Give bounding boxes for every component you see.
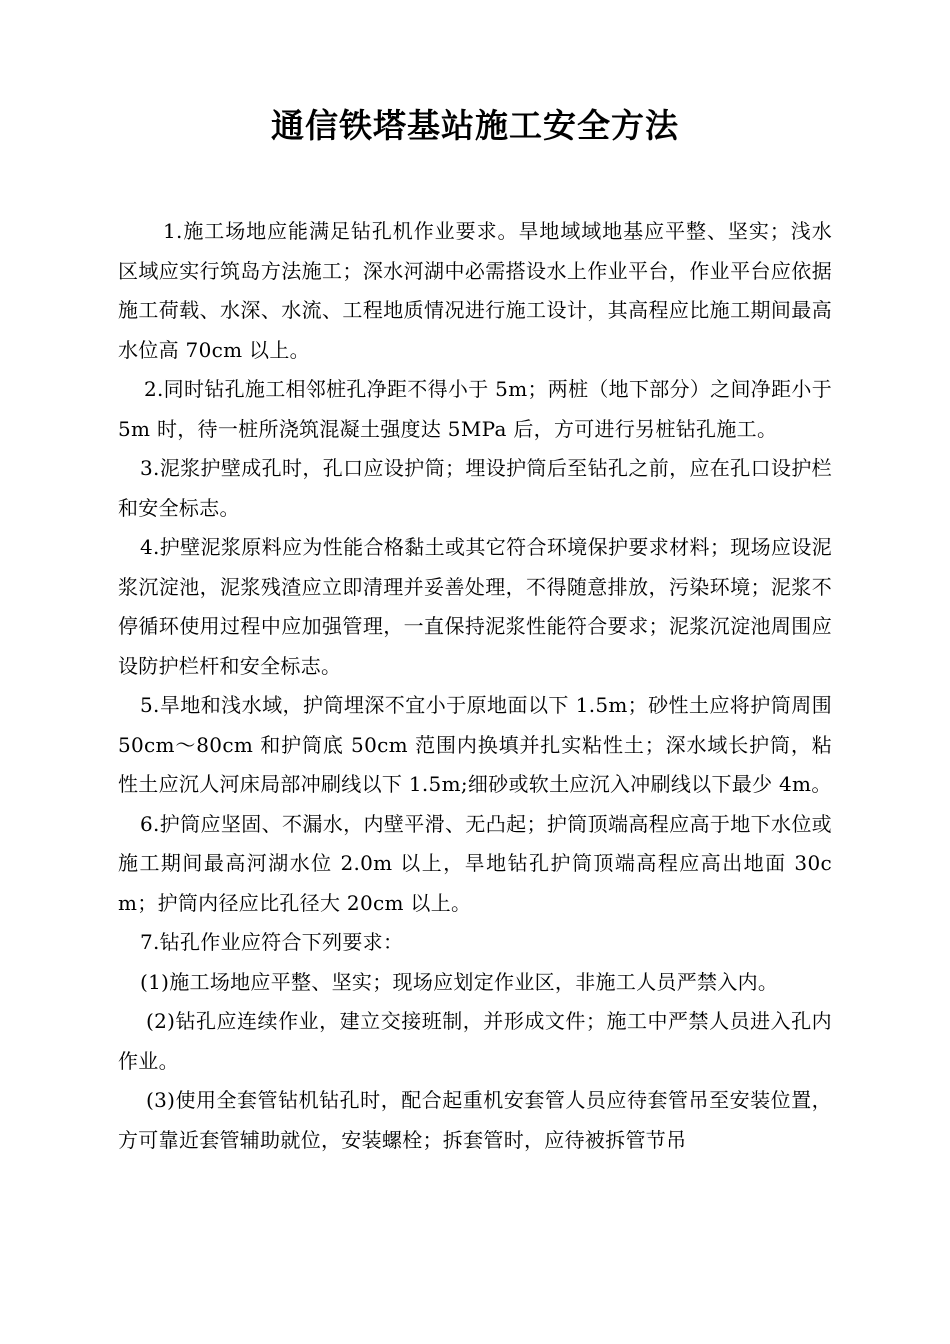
paragraph-1: 1.施工场地应能满足钻孔机作业要求。旱地域域地基应平整、坚实；浅水区域应实行筑岛方法施工；深水河湖中必需搭设水上作业平台，作业平台应依据施工荷载、水深、水流、工程地质情况进行施工设计，其高程应比施工期间最高水位高 70cm 以上。 bbox=[118, 219, 832, 362]
document-body bbox=[118, 212, 832, 1160]
paragraph-3: 3.泥浆护壁成孔时，孔口应设护筒；埋设护筒后至钻孔之前，应在孔口设护栏和安全标志。 bbox=[118, 456, 832, 520]
paragraph-7: 7.钻孔作业应符合下列要求： bbox=[140, 930, 404, 954]
paragraph-4: 4.护壁泥浆原料应为性能合格黏土或其它符合环境保护要求材料；现场应设泥浆沉淀池，泥浆残渣应立即清理并妥善处理，不得随意排放，污染环境；泥浆不停循环使用过程中应加强管理，一直保持泥浆性能符合要求；泥浆沉淀池周围应设防护栏杆和安全标志。 bbox=[118, 535, 832, 678]
paragraph-5: 5.旱地和浅水域，护筒埋深不宜小于原地面以下 1.5m；砂性土应将护筒周围 50cm～80cm 和护筒底 50cm 范围内换填并扎实粘性土；深水域长护筒，粘性土应沉人河床局部冲刷线以下 1.5m;细砂或软土应沉入冲刷线以下最少 4m。 bbox=[118, 693, 832, 796]
document-title: 通信铁塔基站施工安全方法 bbox=[271, 106, 679, 145]
paragraph-6: 6.护筒应坚固、不漏水，内壁平滑、无凸起；护筒顶端高程应高于地下水位或施工期间最高河湖水位 2.0m 以上，旱地钻孔护筒顶端高程应高出地面 30cm；护筒内径应比孔径大 20cm 以上。 bbox=[118, 811, 832, 915]
sub-item-2: (2)钻孔应连续作业，建立交接班制，并形成文件；施工中严禁人员进入孔内作业。 bbox=[118, 1009, 832, 1073]
sub-item-3: (3)使用全套管钻机钻孔时，配合起重机安套管人员应待套管吊至安装位置，方可靠近套管辅助就位，安装螺栓；拆套管时，应待被拆管节吊 bbox=[118, 1088, 832, 1152]
sub-item-1: (1)施工场地应平整、坚实；现场应划定作业区，非施工人员严禁入内。 bbox=[140, 969, 779, 994]
paragraph-2: 2.同时钻孔施工相邻桩孔净距不得小于 5m；两桩（地下部分）之间净距小于 5m 时，待一桩所浇筑混凝土强度达 5MPa 后，方可进行另桩钻孔施工。 bbox=[118, 377, 832, 441]
